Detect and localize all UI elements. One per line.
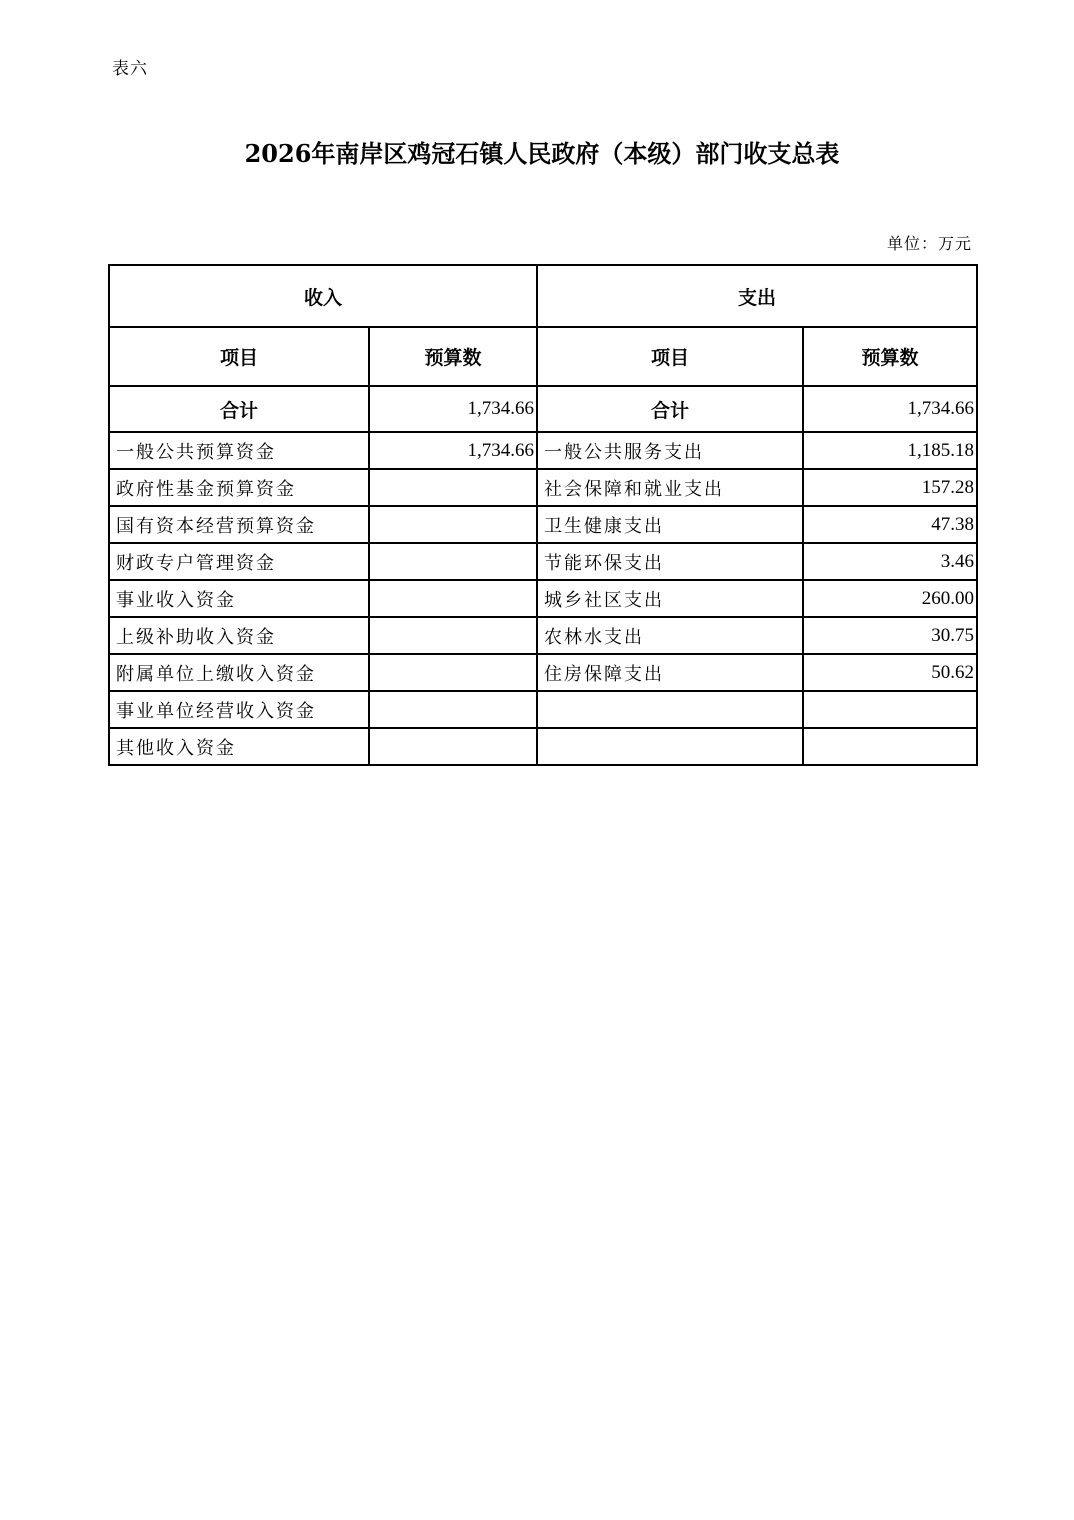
expense-section-header: 支出 [537,265,977,327]
expense-item-cell: 卫生健康支出 [537,506,803,543]
expense-item-cell: 社会保障和就业支出 [537,469,803,506]
expense-item-cell: 一般公共服务支出 [537,432,803,469]
expense-item-cell [537,691,803,728]
budget-summary-table [108,264,978,766]
table-row [109,432,977,469]
expense-value-cell: 3.46 [803,543,977,580]
expense-value-cell: 47.38 [803,506,977,543]
expense-value-cell: 30.75 [803,617,977,654]
income-budget-column-header: 预算数 [369,327,537,386]
income-value-cell [369,506,537,543]
table-row [109,469,977,506]
income-section-header: 收入 [109,265,537,327]
income-value-cell [369,654,537,691]
expense-value-cell: 157.28 [803,469,977,506]
table-row [109,728,977,765]
income-value-cell [369,543,537,580]
expense-value-cell: 1,185.18 [803,432,977,469]
expense-value-cell: 260.00 [803,580,977,617]
income-item-cell: 财政专户管理资金 [109,543,369,580]
income-value-cell [369,691,537,728]
income-item-cell: 事业单位经营收入资金 [109,691,369,728]
income-total-value: 1,734.66 [369,386,537,432]
document-label: 表六 [112,59,148,79]
expense-value-cell [803,728,977,765]
section-header-row [109,265,977,327]
income-item-cell: 一般公共预算资金 [109,432,369,469]
expense-value-cell [803,691,977,728]
expense-value-cell: 50.62 [803,654,977,691]
table-row [109,543,977,580]
table-row [109,580,977,617]
total-row [109,386,977,432]
income-value-cell [369,617,537,654]
unit-label: 单位：万元 [886,234,972,253]
income-item-cell: 其他收入资金 [109,728,369,765]
table-row [109,654,977,691]
income-value-cell [369,580,537,617]
expense-item-cell: 节能环保支出 [537,543,803,580]
document-title: 2026年南岸区鸡冠石镇人民政府（本级）部门收支总表 [244,139,840,168]
expense-item-cell: 城乡社区支出 [537,580,803,617]
table-row [109,691,977,728]
expense-item-column-header: 项目 [537,327,803,386]
expense-total-label: 合计 [537,386,803,432]
expense-item-cell: 农林水支出 [537,617,803,654]
income-item-cell: 附属单位上缴收入资金 [109,654,369,691]
income-value-cell [369,469,537,506]
income-item-column-header: 项目 [109,327,369,386]
income-value-cell: 1,734.66 [369,432,537,469]
expense-item-cell [537,728,803,765]
income-value-cell [369,728,537,765]
expense-budget-column-header: 预算数 [803,327,977,386]
income-total-label: 合计 [109,386,369,432]
income-item-cell: 国有资本经营预算资金 [109,506,369,543]
income-item-cell: 事业收入资金 [109,580,369,617]
column-header-row [109,327,977,386]
income-item-cell: 上级补助收入资金 [109,617,369,654]
table-row [109,617,977,654]
income-item-cell: 政府性基金预算资金 [109,469,369,506]
expense-item-cell: 住房保障支出 [537,654,803,691]
expense-total-value: 1,734.66 [803,386,977,432]
table-row [109,506,977,543]
